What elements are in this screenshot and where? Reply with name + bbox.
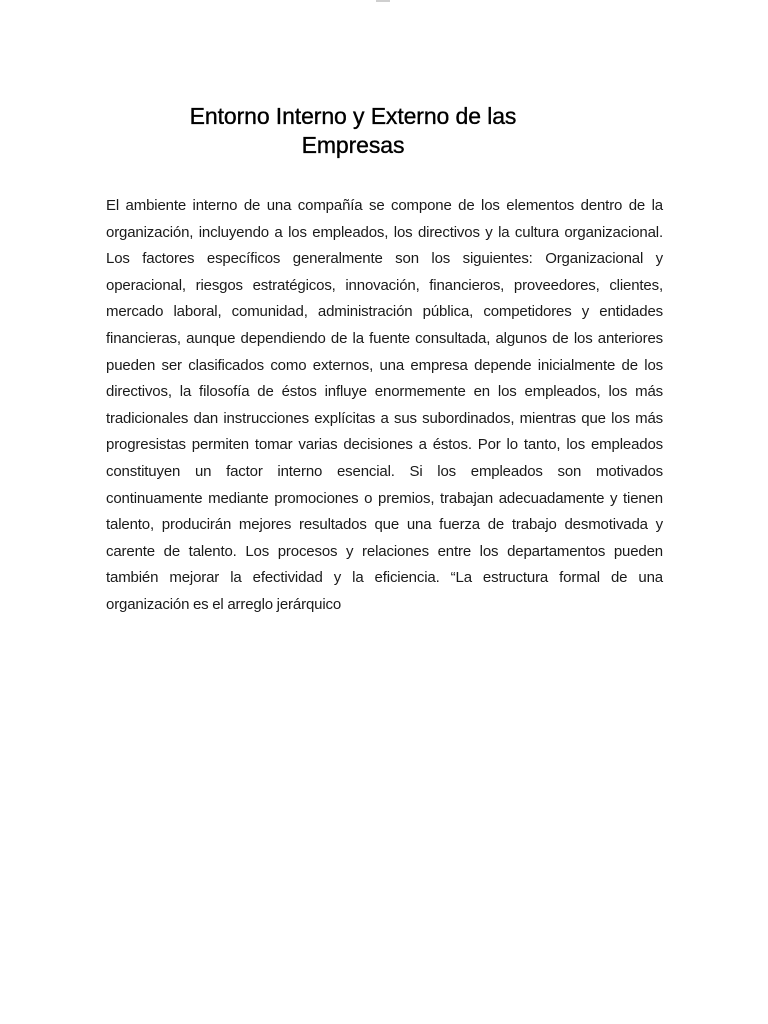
- page-top-mark: [376, 0, 390, 2]
- document-title: Entorno Interno y Externo de las Empresas: [189, 103, 517, 158]
- body-paragraph: El ambiente interno de una compañía se compone de los elementos dentro de la organización, incluyendo a los empleados, los directivos y la cultura organizacional. Los factores específicos generalmente son los siguientes: Organizacional y operacional, riesgos estratégicos, innovación, financieros, proveedores, clientes, mercado laboral, comunidad, administración pública, competidores y entidades financieras, aunque dependiendo de la fuente consultada, algunos de los anteriores pueden ser clasificados como externos, una empresa depende inicialmente de los directivos, la filosofía de éstos influye enormemente en los empleados, los más tradicionales dan instrucciones explícitas a sus subordinados, mientras que los más progresistas permiten tomar varias decisiones a éstos. Por lo tanto, los empleados constituyen un factor interno esencial. Si los empleados son motivados continuamente mediante promociones o premios, trabajan adecuadamente y tienen talento, producirán mejores resultados que una fuerza de trabajo desmotivada y carente de talento. Los procesos y relaciones entre los departamentos pueden también mejorar la efectividad y la eficiencia. “La estructura formal de una organización es el arreglo jerárquico: [106, 197, 663, 613]
